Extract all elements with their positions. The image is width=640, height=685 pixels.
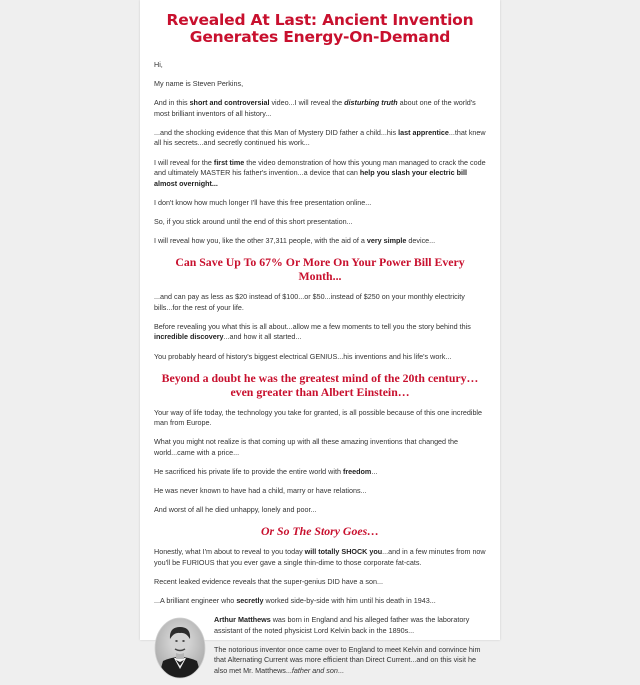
page-headline: Revealed At Last: Ancient Invention Generates Energy-On-Demand [166, 11, 474, 46]
paragraph-online: I don't know how much longer I'll have this free presentation online... [154, 197, 372, 207]
paragraph-simple-device: I will reveal how you, like the other 37,311 people, with the aid of a very simple device... [154, 236, 436, 246]
paragraph-father-son: The notorious inventor once came over to England to meet Kelvin and convince him that Alternating Current was more efficient than Direct Current...and on this visit he also met Mr. Matthews...father and son... [214, 644, 481, 675]
bio-section [154, 615, 486, 685]
paragraph-freedom: He sacrificed his private life to provide the entire world with freedom... [154, 466, 378, 476]
portrait-photo [154, 617, 206, 679]
paragraph-shock: Honestly, what I'm about to reveal to you today will totally SHOCK you...and in a few minutes from now you'll be FURIOUS that you ever gave a single thin-dime to those corporate fat-cats. [154, 547, 486, 567]
paragraph-arthur: Arthur Matthews was born in England and his alleged father was the laboratory assistant of the noted physicist Lord Kelvin back in the 1890s... [214, 615, 470, 635]
paragraph-price: What you might not realize is that coming up with all these amazing inventions that changed the world...came with a price... [154, 437, 459, 457]
paragraph-discovery: Before revealing you what this is all about...allow me a few moments to tell you the story behind this incredible discovery...and how it all started... [154, 321, 471, 342]
subheadline-story-goes: Or So The Story Goes… [261, 524, 379, 539]
paragraph-pay-less: ...and can pay as less as $20 instead of $100...or $50...instead of $250 on your monthly electricity bills...for the rest of your life. [154, 292, 465, 312]
paragraph-no-child: He was never known to have had a child, marry or have relations... [154, 486, 367, 496]
paragraph-demonstration: I will reveal for the first time the video demonstration of how this young man managed to crack the code and ultimately MASTER his father's invention...a device that can help you slash your electric bill almost overnight... [154, 157, 486, 188]
paragraph-son: Recent leaked evidence reveals that the super-genius DID have a son... [154, 576, 383, 586]
paragraph-engineer: ...A brilliant engineer who secretly worked side-by-side with him until his death in 1943... [154, 596, 436, 606]
sales-page [140, 0, 500, 675]
subheadline-savings: Can Save Up To 67% Or More On Your Power Bill Every Month... [175, 255, 465, 284]
paragraph-way-of-life: Your way of life today, the technology you take for granted, is all possible because of this one incredible man from Europe. [154, 407, 483, 428]
paragraph-controversial: And in this short and controversial video...I will reveal the disturbing truth about one of the world's most brilliant inventors of all history... [154, 98, 476, 118]
paragraph-died-poor: And worst of all he died unhappy, lonely and poor... [154, 505, 317, 515]
greeting: Hi, [154, 60, 163, 69]
bio-text [214, 615, 486, 685]
paragraph-genius: You probably heard of history's biggest electrical GENIUS...his inventions and his life's work... [154, 351, 452, 361]
intro-name: My name is Steven Perkins, [154, 79, 244, 89]
paragraph-apprentice: ...and the shocking evidence that this Man of Mystery DID father a child...his last apprentice...that knew all his secrets...and secretly continued his work... [154, 127, 486, 148]
paragraph-stick-around: So, if you stick around until the end of this short presentation... [154, 216, 353, 226]
subheadline-greatest-mind: Beyond a doubt he was the greatest mind of the 20th century…even greater than Albert Einstein… [161, 370, 479, 399]
article-content [140, 0, 500, 685]
